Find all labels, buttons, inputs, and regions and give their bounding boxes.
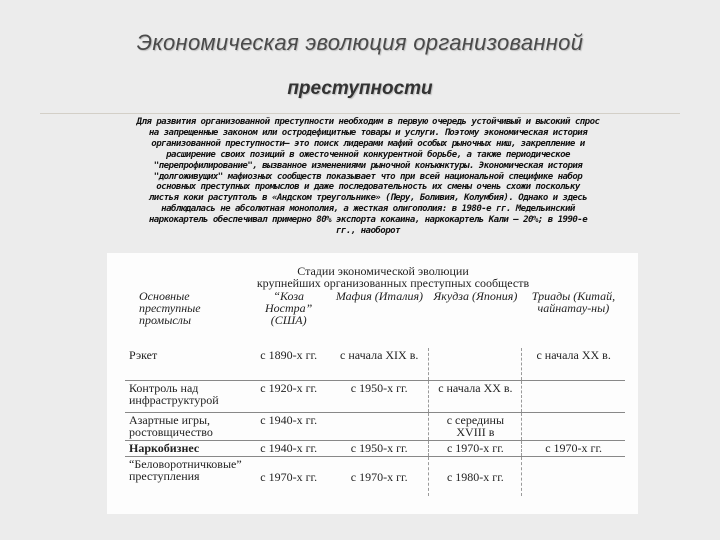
body-line: организованной преступности– это поиск лидерами мафий особых рыночных ниш, закрепление и <box>151 138 585 149</box>
evolution-table-figure <box>107 253 638 514</box>
table-row <box>125 456 625 496</box>
table-caption-line-2: крупнейших организованных преступных сообществ <box>256 276 530 290</box>
body-line: Для развития организованной преступности необходим в первую очередь устойчивый и высокий спрос <box>136 117 600 127</box>
slide-title-line-2: преступности <box>287 78 433 99</box>
body-line: листья коки раступтоль в «Андском треугольнике» (Перу, Боливия, Колумбия). Однако и здесь <box>148 193 588 204</box>
evolution-table <box>125 290 625 496</box>
table-cell: с середины XVIII в <box>429 412 522 440</box>
table-cell: с 1950-х гг. <box>330 380 429 412</box>
table-row <box>125 380 625 412</box>
body-line: основных преступных промыслов и даже последовательность их смены очень схожи поскольку <box>156 182 580 193</box>
header-cell: Якудза (Япония) <box>433 289 518 303</box>
row-name: Контроль над инфраструктурой <box>125 380 247 412</box>
table-row <box>125 412 625 440</box>
table-row <box>125 440 625 456</box>
table-cell: с начала XIX в. <box>330 348 429 380</box>
body-paragraph <box>48 117 688 237</box>
table-cell: с 1940-х гг. <box>247 440 330 456</box>
header-cell: “Коза Ностра” (США) <box>265 289 313 327</box>
header-cell: Триады (Китай, чайнатау-ны) <box>531 289 616 315</box>
row-name: “Беловоротничковые” преступления <box>129 456 242 483</box>
table-cell: с 1920-х гг. <box>247 380 330 412</box>
body-line: "перепрофилирование", вызванное изменениями рыночной конъюнктуры. Экономическая история <box>153 160 583 171</box>
body-line: наблюдалась не абсолютная монополия, а жесткая олигополия: в 1980-е гг. Медельинский <box>161 204 575 215</box>
table-cell: с 1940-х гг. <box>247 412 330 440</box>
table-cell: с начала XX в. <box>429 380 522 412</box>
title-divider <box>40 113 680 114</box>
body-line: "долгоживущих" мафиозных сообществ показывает что при всей национальной специфике набор <box>153 171 583 182</box>
table-cell <box>522 380 625 412</box>
body-line: расширение своих позиций в ожесточенной конкурентной борьбе, а также периодическое <box>166 149 570 160</box>
table-cell <box>522 412 625 440</box>
header-cell: Мафия (Италия) <box>335 289 424 303</box>
table-cell: с 1970-х гг. <box>522 440 625 456</box>
table-cell <box>522 456 625 496</box>
table-cell: с 1980-х гг. <box>429 456 522 496</box>
table-cell: с 1950-х гг. <box>330 440 429 456</box>
body-line: гг., наоборот <box>335 226 401 237</box>
header-cell: Основные преступные промыслы <box>139 289 201 327</box>
body-line: наркокартель обеспечивал примерно 80% экспорта кокаина, наркокартель Кали – 20%; в 1990-е <box>148 215 588 226</box>
table-cell <box>429 348 522 380</box>
table-cell: с 1970-х гг. <box>350 469 408 484</box>
table-header-row <box>125 290 625 348</box>
row-name: Азартные игры, ростовщичество <box>125 412 247 440</box>
table-cell: с 1970-х гг. <box>429 440 522 456</box>
table-cell: с начала XX в. <box>522 348 625 380</box>
table-row <box>125 348 625 380</box>
table-caption-line-1: Стадии экономической эволюции <box>297 264 469 278</box>
row-name: Рэкет <box>125 348 247 380</box>
row-name: Наркобизнес <box>125 440 247 456</box>
table-cell: с 1970-х гг. <box>260 469 318 484</box>
body-line: на запрещенные законом или остродефицитные товары и услуги. Поэтому экономическая история <box>148 127 588 138</box>
slide-title-line-1: Экономическая эволюция организованной <box>136 30 584 55</box>
table-cell <box>330 412 429 440</box>
table-cell: с 1890-х гг. <box>247 348 330 380</box>
